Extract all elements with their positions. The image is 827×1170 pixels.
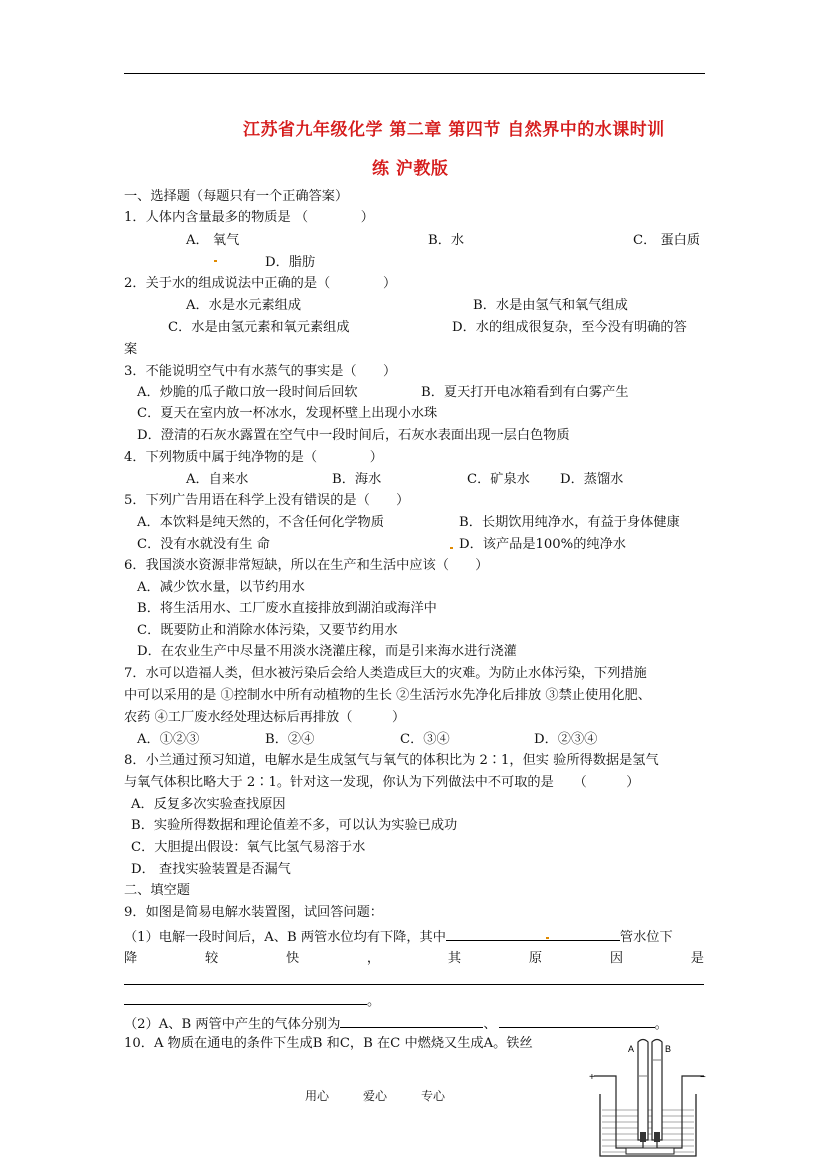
q7-stem-line1: 7．水可以造福人类，但水被污染后会给人类造成巨大的灾难。为防止水体污染，下列措施 <box>124 666 647 681</box>
q5-option-b: B．长期饮用纯净水，有益于身体健康 <box>459 515 680 530</box>
q1-option-d: D．脂肪 <box>265 255 316 270</box>
q9-spaced-line: 降 较 快 ， 其 原 因 是 <box>124 951 704 966</box>
q9-answer-blank-1[interactable] <box>446 926 620 941</box>
q3-option-a: A．炒脆的瓜子敞口放一段时间后回软 <box>137 385 358 400</box>
q3-stem: 3．不能说明空气中有水蒸气的事实是（ ） <box>124 364 397 379</box>
q3-option-d: D．澄清的石灰水露置在空气中一段时间后，石灰水表面出现一层白色物质 <box>137 428 570 443</box>
q4-option-c: C．矿泉水 <box>467 472 530 487</box>
tube-b-label: B <box>665 1044 672 1054</box>
q5-stem: 5．下列广告用语在科学上没有错误的是（ ） <box>124 493 410 508</box>
orange-mark <box>546 937 549 939</box>
q4-option-a: A．自来水 <box>186 472 249 487</box>
q8-option-d: D． 查找实验装置是否漏气 <box>131 862 291 877</box>
q5-option-a: A．本饮料是纯天然的，不含任何化学物质 <box>137 515 384 530</box>
section-heading-choice: 一、选择题（每题只有一个正确答案） <box>124 189 349 204</box>
q9-answer-blank-3[interactable] <box>124 990 367 1005</box>
q6-option-b: B．将生活用水、工厂废水直接排放到湖泊或海洋中 <box>137 601 437 616</box>
footer-text-2: 爱心 <box>363 1089 388 1103</box>
q9-answer-blank-2[interactable] <box>124 984 704 985</box>
q3-option-b: B．夏天打开电冰箱看到有白雾产生 <box>421 385 629 400</box>
q8-option-a: A．反复多次实验查找原因 <box>131 797 286 812</box>
document-title-line1: 江苏省九年级化学 第二章 第四节 自然界中的水课时训 <box>243 120 665 140</box>
q8-option-b: B．实验所得数据和理论值差不多，可以认为实验已成功 <box>131 818 458 833</box>
q9-part2-line: （2）A、B 两管中产生的气体分别为 、 。 <box>124 1013 668 1034</box>
q4-stem: 4．下列物质中属于纯净物的是（ ） <box>124 450 383 465</box>
q10-stem: 10．A 物质在通电的条件下生成B 和C，B 在C 中燃烧又生成A。铁丝 <box>124 1036 533 1051</box>
q6-stem: 6．我国淡水资源非常短缺，所以在生产和生活中应该（ ） <box>124 558 489 573</box>
q4-option-b: B．海水 <box>332 472 382 487</box>
q2-option-b: B．水是由氢气和氧气组成 <box>473 298 628 313</box>
q6-option-c: C．既要防止和消除水体污染，又要节约用水 <box>137 623 398 638</box>
q2-option-d-continued: 案 <box>124 342 138 357</box>
q7-stem-line2: 中可以采用的是 ①控制水中所有动植物的生长 ②生活污水先净化后排放 ③禁止使用化肥、 <box>124 688 651 703</box>
q8-stem-line2: 与氧气体积比略大于 2∶1。针对这一发现，你认为下列做法中不可取的是 （ ） <box>124 775 640 790</box>
q9-blank-3-line: 。 <box>124 990 380 1011</box>
q1-option-b: B．水 <box>428 233 465 248</box>
q2-option-a: A．水是水元素组成 <box>186 298 302 313</box>
q8-stem-line1: 8．小兰通过预习知道，电解水是生成氢气与氧气的体积比为 2∶1，但实 验所得数据是氢气 <box>124 753 659 768</box>
section-heading-fill: 二、填空题 <box>124 883 190 898</box>
q7-stem-line3: 农药 ④工厂废水经处理达标后再排放（ ） <box>124 710 406 725</box>
q1-option-a: A． 氧气 <box>186 233 240 248</box>
q9-answer-blank-5[interactable] <box>499 1013 655 1028</box>
q2-stem: 2．关于水的组成说法中正确的是（ ） <box>124 276 397 291</box>
q9-answer-blank-4[interactable] <box>340 1013 483 1028</box>
q5-option-c: C．没有水就没有生 命 <box>137 537 270 552</box>
q8-option-c: C．大胆提出假设：氧气比氢气易溶于水 <box>131 840 366 855</box>
q5-option-d: D．该产品是100%的纯净水 <box>459 537 626 552</box>
header-rule <box>124 73 705 74</box>
q7-option-d: D．②③④ <box>534 732 598 747</box>
tube-a-label: A <box>628 1044 635 1054</box>
orange-mark <box>450 547 453 549</box>
q2-option-d: D．水的组成很复杂，至今没有明确的答 <box>452 320 687 335</box>
electrolysis-apparatus-figure <box>586 1036 710 1160</box>
orange-mark <box>214 260 217 262</box>
q1-option-c: C． 蛋白质 <box>633 233 701 248</box>
q3-option-c: C．夏天在室内放一杯冰水，发现杯壁上出现小水珠 <box>137 406 438 421</box>
q9-part1-text: （1）电解一段时间后，A、B 两管水位均有下降，其中 <box>124 930 446 945</box>
positive-terminal-label: + <box>589 1072 595 1083</box>
q7-option-b: B．②④ <box>265 732 315 747</box>
negative-terminal-label: − <box>700 1072 706 1083</box>
q7-option-a: A．①②③ <box>137 732 200 747</box>
q2-option-c: C．水是由氢元素和氧元素组成 <box>168 320 350 335</box>
q1-stem: 1．人体内含量最多的物质是 （ ） <box>124 210 374 225</box>
q9-part1-suffix: 管水位下 <box>619 930 673 945</box>
document-title-line2: 练 沪教版 <box>372 159 449 179</box>
q4-option-d: D．蒸馏水 <box>560 472 624 487</box>
q7-option-c: C．③④ <box>400 732 450 747</box>
q9-stem: 9．如图是简易电解水装置图，试回答问题： <box>124 905 383 920</box>
footer-text-3: 专心 <box>421 1089 446 1103</box>
q6-option-d: D．在农业生产中尽量不用淡水浇灌庄稼，而是引来海水进行浇灌 <box>137 644 517 659</box>
footer-text-1: 用心 <box>305 1089 330 1103</box>
q9-part1-line <box>124 926 673 947</box>
q9-part2-text: （2）A、B 两管中产生的气体分别为 <box>124 1017 341 1032</box>
q6-option-a: A．减少饮水量，以节约用水 <box>137 580 305 595</box>
